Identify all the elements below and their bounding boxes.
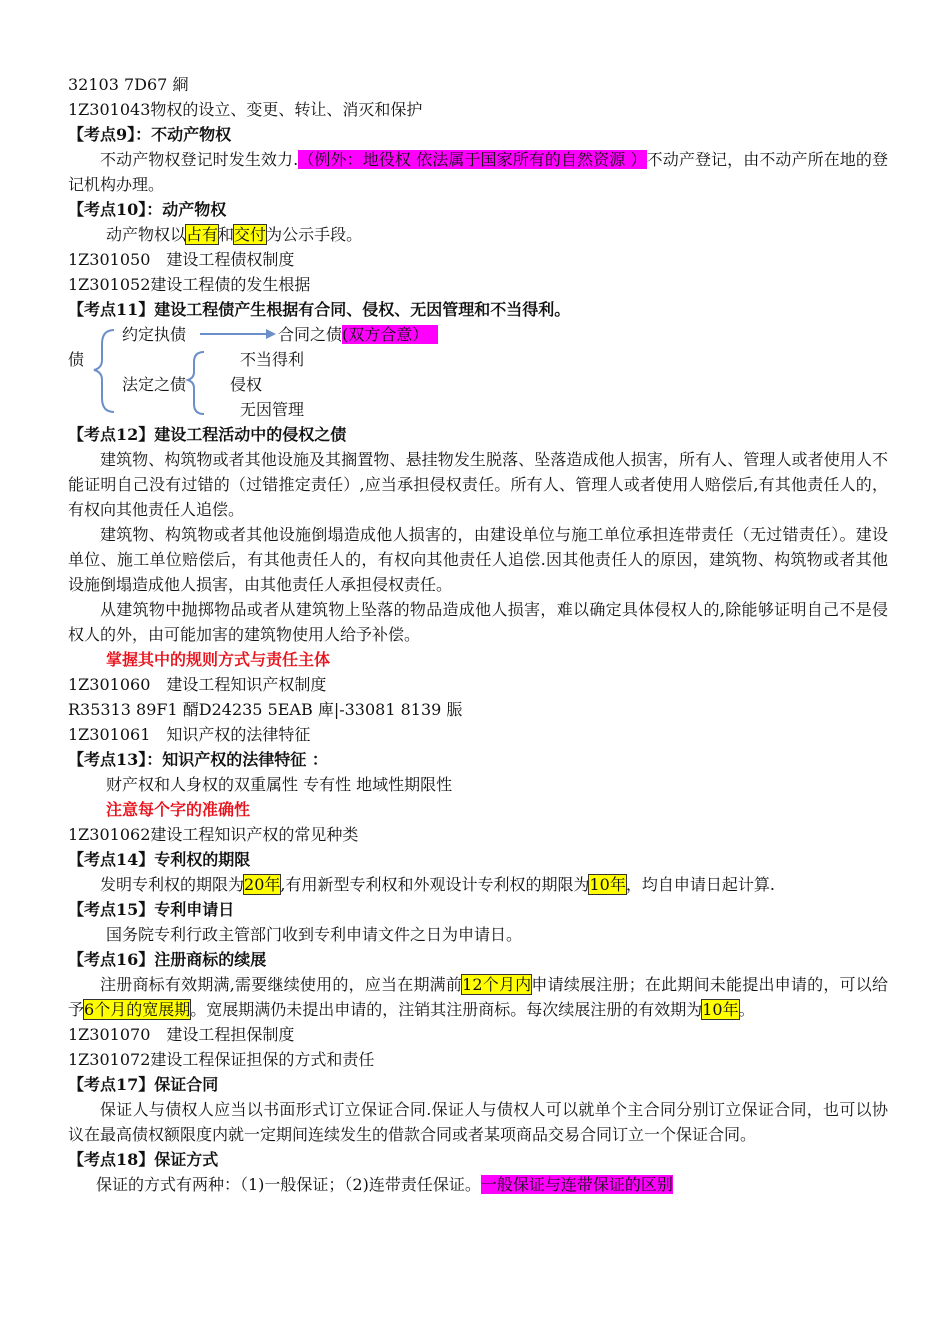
label-wuyin: 无因管理 xyxy=(240,400,305,419)
point-9-text-1: 不动产物权登记时发生效力. xyxy=(100,150,299,169)
point-9-title: 【考点9】：不动产物权 xyxy=(68,125,232,144)
section-heading: 1Z301043物权的设立、变更、转让、消灭和保护 xyxy=(68,100,423,119)
section-heading: 1Z301052建设工程债的发生根据 xyxy=(68,275,311,294)
label-budang: 不当得利 xyxy=(240,350,305,369)
point-16-text-c: 。宽展期满仍未提出申请的，注销其注册商标。每次续展注册的有效期为 xyxy=(190,1000,703,1019)
point-10-title: 【考点10】：动产物权 xyxy=(68,200,227,219)
highlight-12-months: 12个月内 xyxy=(462,975,532,994)
highlight-6-months: 6个月的宽展期 xyxy=(84,1000,191,1019)
point-9-text-2: 不动产登记，由不动产所在地的登记机构办理。 xyxy=(68,150,888,194)
point-15-title: 【考点15】专利申请日 xyxy=(68,900,235,919)
document-page xyxy=(68,72,888,1197)
highlight-10-years: 10年 xyxy=(589,875,626,894)
point-14-text-b: ,有用新型专利权和外观设计专利权的期限为 xyxy=(280,875,590,894)
point-13-note: 注意每个字的准确性 xyxy=(106,800,251,819)
point-17-title: 【考点17】保证合同 xyxy=(68,1075,219,1094)
point-17-body: 保证人与债权人应当以书面形式订立保证合同.保证人与债权人可以就单个主合同分别订立保证合同，也可以协议在最高债权额限度内就一定期间连续发生的借款合同或者某项商品交易合同订立一个保证合同。 xyxy=(68,1100,888,1144)
point-14-text-c: ，均自申请日起计算. xyxy=(625,875,775,894)
section-heading: 1Z301072建设工程保证担保的方式和责任 xyxy=(68,1050,375,1069)
point-12-note: 掌握其中的规则方式与责任主体 xyxy=(106,650,331,669)
section-heading: 1Z301050 建设工程债权制度 xyxy=(68,250,295,269)
label-zhai: 债 xyxy=(68,350,85,369)
point-10-text-c: 为公示手段。 xyxy=(266,225,363,244)
point-18-body xyxy=(68,1172,888,1197)
point-12-para-3: 从建筑物中抛掷物品或者从建筑物上坠落的物品造成他人损害，难以确定具体侵权人的,除能够证明自己不是侵权人的外，由可能加害的建筑物使用人给予补偿。 xyxy=(68,600,888,644)
section-heading: 1Z301062建设工程知识产权的常见种类 xyxy=(68,825,359,844)
highlight-20-years: 20年 xyxy=(244,875,281,894)
label-hetong xyxy=(278,322,438,347)
label-hetong-text: 合同之债 xyxy=(278,325,343,344)
point-14-title: 【考点14】专利权的期限 xyxy=(68,850,251,869)
point-9-highlight: （例外：地役权 依法属于国家所有的自然资源 ） xyxy=(298,150,647,169)
point-14-body xyxy=(68,872,888,897)
section-heading: 1Z301070 建设工程担保制度 xyxy=(68,1025,295,1044)
point-18-text: 保证的方式有两种：（1)一般保证；（2)连带责任保证。 xyxy=(96,1175,481,1194)
label-fading: 法定之债 xyxy=(122,375,187,394)
label-hetong-highlight: (双方合意） xyxy=(342,325,438,344)
point-12-para-1: 建筑物、构筑物或者其他设施及其搁置物、悬挂物发生脱落、坠落造成他人损害，所有人、管理人或者使用人不能证明自己没有过错的（过错推定责任）,应当承担侵权责任。所有人、管理人或者使用人赔偿后,有其他责任人的，有权向其他责任人追偿。 xyxy=(68,450,888,519)
point-18-title: 【考点18】保证方式 xyxy=(68,1150,219,1169)
point-12-para-2: 建筑物、构筑物或者其他设施倒塌造成他人损害的，由建设单位与施工单位承担连带责任（无过错责任）。建设单位、施工单位赔偿后，有其他责任人的，有权向其他责任人追偿.因其他责任人的原因，建筑物、构筑物或者其他设施倒塌造成他人损害，由其他责任人承担侵权责任。 xyxy=(68,525,888,594)
point-11-title: 【考点11】建设工程债产生根据有合同、侵权、无因管理和不当得利。 xyxy=(68,300,571,319)
point-16-title: 【考点16】注册商标的续展 xyxy=(68,950,267,969)
label-qinquan: 侵权 xyxy=(230,375,263,394)
highlight-jiaofu: 交付 xyxy=(234,225,267,244)
label-yueding: 约定执债 xyxy=(122,325,187,344)
point-13-body: 财产权和人身权的双重属性 专有性 地域性期限性 xyxy=(106,775,453,794)
point-16-text-d: 。 xyxy=(738,1000,755,1019)
point-10-text-a: 动产物权以 xyxy=(106,225,187,244)
highlight-zhanyou: 占有 xyxy=(186,225,219,244)
point-16-text-b: 申请续展注册；在此期间未能提出申请的，可以给予 xyxy=(68,975,888,1019)
point-18-highlight: 一般保证与连带保证的区别 xyxy=(480,1175,673,1194)
point-12-title: 【考点12】建设工程活动中的侵权之债 xyxy=(68,425,347,444)
code-line: R35313 89F1 醑D24235 5EAB 庳|-33081 8139 脤 xyxy=(68,700,463,719)
header-code: 32103 7D67 綗 xyxy=(68,75,189,94)
debt-diagram xyxy=(68,322,888,422)
section-heading: 1Z301061 知识产权的法律特征 xyxy=(68,725,311,744)
point-10-body xyxy=(68,222,888,247)
point-15-body: 国务院专利行政主管部门收到专利申请文件之日为申请日。 xyxy=(106,925,523,944)
point-13-title: 【考点13】：知识产权的法律特征 ： xyxy=(68,750,328,769)
point-16-body xyxy=(68,972,888,1022)
point-16-text-a: 注册商标有效期满,需要继续使用的，应当在期满前 xyxy=(100,975,463,994)
highlight-10-years-renewal: 10年 xyxy=(702,1000,739,1019)
point-9-body xyxy=(68,147,888,197)
point-14-text-a: 发明专利权的期限为 xyxy=(100,875,245,894)
point-10-text-b: 和 xyxy=(218,225,235,244)
section-heading: 1Z301060 建设工程知识产权制度 xyxy=(68,675,327,694)
